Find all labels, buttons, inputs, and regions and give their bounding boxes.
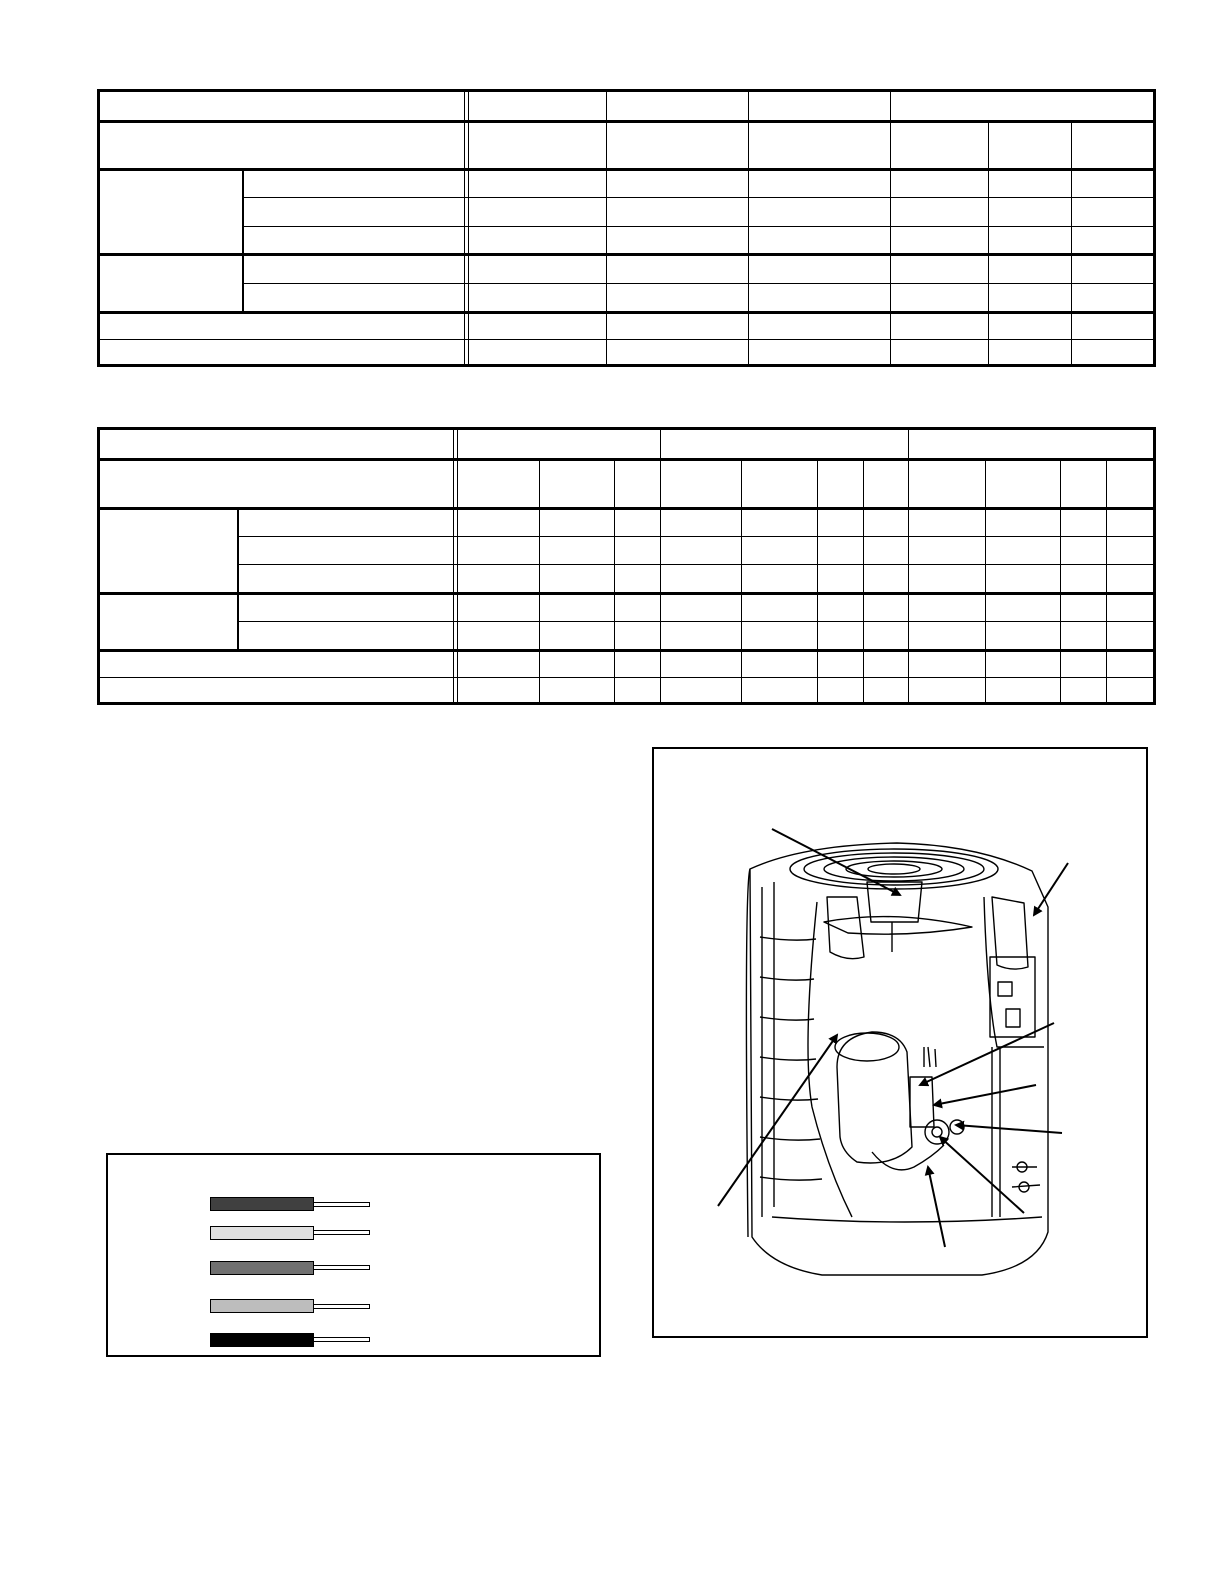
callout-arrow-compressor <box>718 1035 837 1206</box>
spec-table-2 <box>0 0 1225 720</box>
wire-swatch-2 <box>210 1226 314 1240</box>
callout-arrow-bottom-right <box>940 1137 1024 1213</box>
condenser-unit-illustration <box>652 747 1148 1338</box>
wire-swatch-1 <box>210 1197 314 1211</box>
callout-arrow-bottom <box>928 1167 945 1247</box>
wire-color-legend <box>106 1153 601 1357</box>
wire-swatch-5 <box>210 1333 314 1347</box>
wire-lead-5 <box>313 1337 370 1342</box>
wire-lead-3 <box>313 1265 370 1270</box>
callout-arrow-control-box <box>1034 863 1068 915</box>
wire-lead-4 <box>313 1304 370 1309</box>
wire-swatch-4 <box>210 1299 314 1313</box>
callout-arrow-right <box>956 1125 1062 1133</box>
callout-arrow-top-right-1 <box>920 1023 1054 1085</box>
wire-lead-1 <box>313 1202 370 1207</box>
callout-arrow-top-right-2 <box>934 1085 1036 1105</box>
wire-swatch-3 <box>210 1261 314 1275</box>
wire-lead-2 <box>313 1230 370 1235</box>
